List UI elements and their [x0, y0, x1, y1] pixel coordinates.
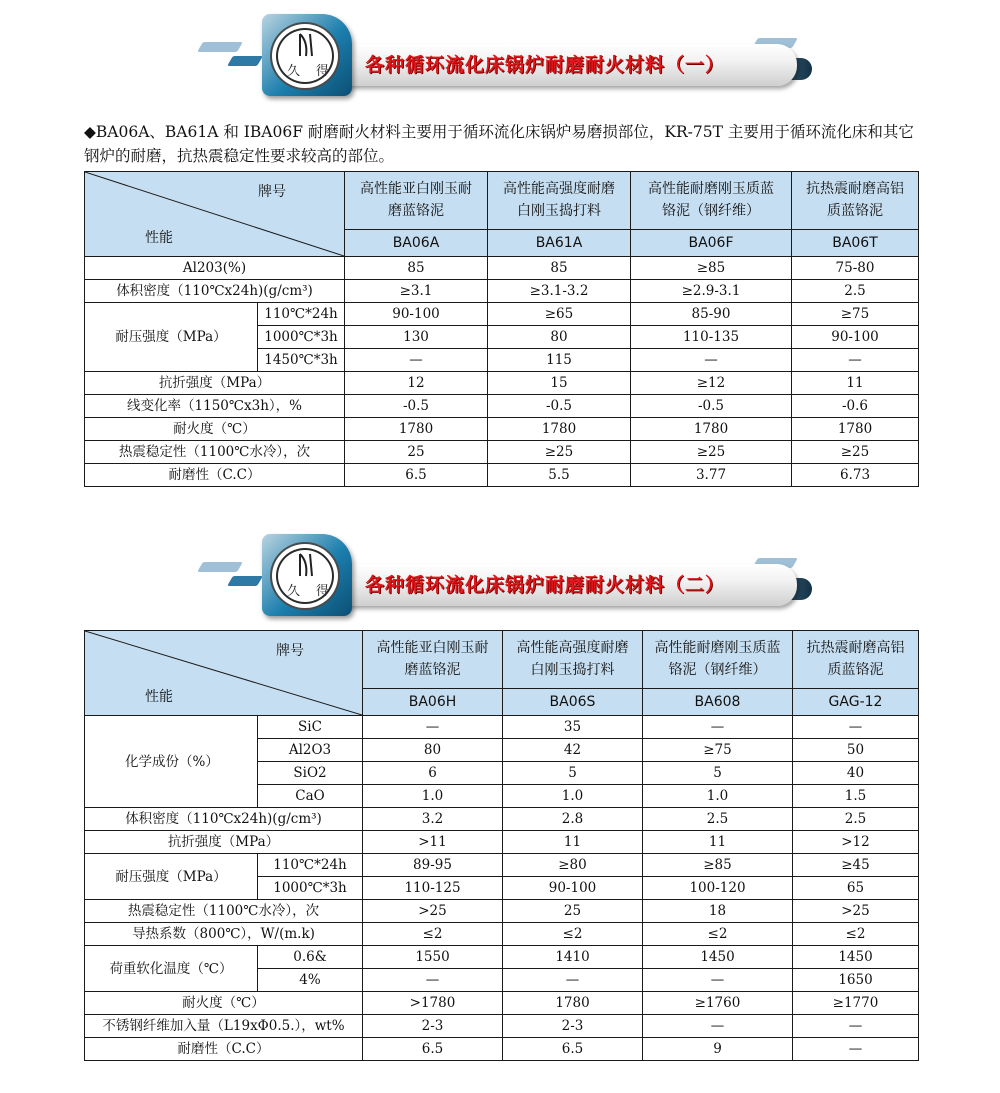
value-cell: — — [503, 969, 643, 992]
value-cell: ≥85 — [643, 854, 793, 877]
banner-stripe — [227, 576, 263, 586]
condition-label: 4% — [258, 969, 363, 992]
corner-diagonal — [85, 631, 362, 715]
value-cell: 6 — [363, 762, 503, 785]
logo-char: 久 — [287, 64, 301, 79]
table-row — [85, 372, 919, 395]
product-name: 抗热震耐磨高铝质蓝铬泥 — [793, 631, 919, 689]
product-name: 高性能亚白刚玉耐磨蓝铬泥 — [345, 172, 488, 230]
value-cell: 1450 — [643, 946, 793, 969]
intro-paragraph: ◆BA06A、BA61A 和 IBA06F 耐磨耐火材料主要用于循环流化床锅炉易磨损部位，KR-75T 主要用于循环流化床和其它钢炉的耐磨，抗热震稳定性要求较高的部位。 — [84, 123, 914, 165]
value-cell: 6.73 — [792, 464, 919, 487]
value-cell: 115 — [488, 349, 631, 372]
spec-table-1 — [84, 171, 919, 487]
value-cell: 1450 — [793, 946, 919, 969]
table-row — [85, 923, 919, 946]
condition-label: SiO2 — [258, 762, 363, 785]
banner-stripe — [227, 56, 263, 66]
header-corner — [85, 172, 345, 257]
product-code: BA06F — [631, 229, 792, 256]
value-cell: >11 — [363, 831, 503, 854]
value-cell: 100-120 — [643, 877, 793, 900]
value-cell: 85 — [345, 257, 488, 280]
value-cell: 1780 — [488, 418, 631, 441]
value-cell: — — [793, 1015, 919, 1038]
value-cell: 6.5 — [503, 1038, 643, 1061]
condition-label: Al2O3 — [258, 739, 363, 762]
value-cell: 89-95 — [363, 854, 503, 877]
property-label: 线变化率（1150℃x3h），% — [85, 395, 345, 418]
value-cell: ≥3.1-3.2 — [488, 280, 631, 303]
product-name: 高性能亚白刚玉耐磨蓝铬泥 — [363, 631, 503, 689]
header-corner — [85, 631, 363, 716]
table-row — [85, 900, 919, 923]
value-cell: — — [643, 969, 793, 992]
section-banner-1 — [0, 0, 1000, 100]
value-cell: ≥3.1 — [345, 280, 488, 303]
value-cell: 6.5 — [345, 464, 488, 487]
value-cell: 25 — [503, 900, 643, 923]
value-cell: >1780 — [363, 992, 503, 1015]
value-cell: 5 — [643, 762, 793, 785]
value-cell: 1650 — [793, 969, 919, 992]
value-cell: — — [643, 716, 793, 739]
logo-char: 得 — [316, 64, 330, 79]
value-cell: 1780 — [631, 418, 792, 441]
value-cell: 1780 — [503, 992, 643, 1015]
property-label: 耐火度（℃） — [85, 418, 345, 441]
condition-label: 110℃*24h — [258, 303, 345, 326]
value-cell: 50 — [793, 739, 919, 762]
value-cell: 2.5 — [793, 808, 919, 831]
value-cell: — — [363, 716, 503, 739]
table-row — [85, 1015, 919, 1038]
condition-label: 110℃*24h — [258, 854, 363, 877]
value-cell: 9 — [643, 1038, 793, 1061]
value-cell: 90-100 — [345, 303, 488, 326]
value-cell: 85 — [488, 257, 631, 280]
property-label: 耐火度（℃） — [85, 992, 363, 1015]
section-title: 各种循环流化床锅炉耐磨耐火材料（二） — [365, 574, 726, 596]
value-cell: 110-125 — [363, 877, 503, 900]
value-cell: 35 — [503, 716, 643, 739]
section-title: 各种循环流化床锅炉耐磨耐火材料（一） — [365, 54, 726, 76]
value-cell: 1.5 — [793, 785, 919, 808]
value-cell: 90-100 — [792, 326, 919, 349]
value-cell: 5.5 — [488, 464, 631, 487]
value-cell: — — [643, 1015, 793, 1038]
value-cell: ≥65 — [488, 303, 631, 326]
property-label: Al203(%) — [85, 257, 345, 280]
value-cell: 3.77 — [631, 464, 792, 487]
value-cell: 11 — [503, 831, 643, 854]
value-cell: 42 — [503, 739, 643, 762]
property-label: 不锈钢纤维加入量（L19xΦ0.5.），wt% — [85, 1015, 363, 1038]
value-cell: >25 — [793, 900, 919, 923]
value-cell: 2.5 — [643, 808, 793, 831]
value-cell: -0.6 — [792, 395, 919, 418]
value-cell: 1.0 — [643, 785, 793, 808]
property-label: 抗折强度（MPa） — [85, 831, 363, 854]
corner-diagonal — [85, 172, 344, 256]
table-row — [85, 831, 919, 854]
product-name: 高性能高强度耐磨白刚玉捣打料 — [488, 172, 631, 230]
value-cell: 1550 — [363, 946, 503, 969]
spec-table-2 — [84, 630, 919, 1061]
product-name: 高性能耐磨刚玉质蓝铬泥（钢纤维） — [631, 172, 792, 230]
property-label: 体积密度（110℃x24h)(g/cm³) — [85, 808, 363, 831]
value-cell: -0.5 — [488, 395, 631, 418]
property-group-label: 化学成份（%） — [85, 716, 258, 808]
property-group-label: 荷重软化温度（℃） — [85, 946, 258, 992]
table-row — [85, 464, 919, 487]
table-row — [85, 716, 919, 739]
value-cell: 1780 — [792, 418, 919, 441]
table-row — [85, 303, 919, 326]
product-name: 高性能耐磨刚玉质蓝铬泥（钢纤维） — [643, 631, 793, 689]
value-cell: 11 — [643, 831, 793, 854]
value-cell: ≤2 — [643, 923, 793, 946]
product-code: BA61A — [488, 229, 631, 256]
value-cell: ≥1770 — [793, 992, 919, 1015]
value-cell: ≥45 — [793, 854, 919, 877]
value-cell: 15 — [488, 372, 631, 395]
table-row — [85, 946, 919, 969]
property-label: 耐磨性（C.C） — [85, 464, 345, 487]
product-name: 抗热震耐磨高铝质蓝铬泥 — [792, 172, 919, 230]
property-group-label: 耐压强度（MPa） — [85, 303, 258, 372]
condition-label: 1000℃*3h — [258, 326, 345, 349]
value-cell: 40 — [793, 762, 919, 785]
value-cell: ≥75 — [643, 739, 793, 762]
value-cell: — — [793, 716, 919, 739]
value-cell: 130 — [345, 326, 488, 349]
value-cell: — — [631, 349, 792, 372]
value-cell: -0.5 — [631, 395, 792, 418]
product-code: BA06A — [345, 229, 488, 256]
value-cell: >25 — [363, 900, 503, 923]
banner-stripe — [197, 42, 243, 52]
property-label: 抗折强度（MPa） — [85, 372, 345, 395]
logo-char: 得 — [316, 584, 330, 599]
product-name: 高性能高强度耐磨白刚玉捣打料 — [503, 631, 643, 689]
table-row — [85, 257, 919, 280]
value-cell: 1780 — [345, 418, 488, 441]
value-cell: 2.8 — [503, 808, 643, 831]
logo-mark-icon — [296, 30, 316, 60]
value-cell: — — [363, 969, 503, 992]
value-cell: 2.5 — [792, 280, 919, 303]
value-cell: 65 — [793, 877, 919, 900]
value-cell: 11 — [792, 372, 919, 395]
logo-mark-icon — [296, 550, 316, 580]
value-cell: 3.2 — [363, 808, 503, 831]
table-row — [85, 992, 919, 1015]
corner-label-brand: 牌号 — [258, 184, 286, 200]
table-row — [85, 854, 919, 877]
value-cell: ≥85 — [631, 257, 792, 280]
corner-label-property: 性能 — [145, 689, 173, 705]
value-cell: 2-3 — [363, 1015, 503, 1038]
property-label: 耐磨性（C.C） — [85, 1038, 363, 1061]
value-cell: 80 — [488, 326, 631, 349]
table-row — [85, 418, 919, 441]
table-row — [85, 1038, 919, 1061]
value-cell: 80 — [363, 739, 503, 762]
table-row — [85, 395, 919, 418]
product-code: BA06S — [503, 688, 643, 715]
value-cell: 1.0 — [503, 785, 643, 808]
table-row — [85, 808, 919, 831]
value-cell: 6.5 — [363, 1038, 503, 1061]
value-cell: >12 — [793, 831, 919, 854]
value-cell: ≤2 — [503, 923, 643, 946]
property-group-label: 耐压强度（MPa） — [85, 854, 258, 900]
property-label: 热震稳定性（1100℃水冷），次 — [85, 900, 363, 923]
corner-label-property: 性能 — [145, 230, 173, 246]
condition-label: 0.6& — [258, 946, 363, 969]
value-cell: 2-3 — [503, 1015, 643, 1038]
condition-label: 1450℃*3h — [258, 349, 345, 372]
product-code: BA608 — [643, 688, 793, 715]
table-row — [85, 441, 919, 464]
section-banner-2 — [0, 520, 1000, 620]
condition-label: CaO — [258, 785, 363, 808]
value-cell: ≥1760 — [643, 992, 793, 1015]
value-cell: 1410 — [503, 946, 643, 969]
value-cell: 5 — [503, 762, 643, 785]
condition-label: SiC — [258, 716, 363, 739]
property-label: 导热系数（800℃），W/(m.k) — [85, 923, 363, 946]
product-code: BA06T — [792, 229, 919, 256]
value-cell: -0.5 — [345, 395, 488, 418]
value-cell: 90-100 — [503, 877, 643, 900]
value-cell: 18 — [643, 900, 793, 923]
value-cell: 85-90 — [631, 303, 792, 326]
value-cell: ≥25 — [792, 441, 919, 464]
value-cell: ≤2 — [793, 923, 919, 946]
value-cell: 1.0 — [363, 785, 503, 808]
condition-label: 1000℃*3h — [258, 877, 363, 900]
banner-stripe — [197, 562, 243, 572]
value-cell: 75-80 — [792, 257, 919, 280]
logo-char: 久 — [287, 584, 301, 599]
value-cell: 25 — [345, 441, 488, 464]
product-code: GAG-12 — [793, 688, 919, 715]
value-cell: ≥80 — [503, 854, 643, 877]
value-cell: ≥25 — [488, 441, 631, 464]
value-cell: 12 — [345, 372, 488, 395]
corner-label-brand: 牌号 — [276, 643, 304, 659]
property-label: 体积密度（110℃x24h)(g/cm³) — [85, 280, 345, 303]
value-cell: ≥25 — [631, 441, 792, 464]
value-cell: ≤2 — [363, 923, 503, 946]
value-cell: — — [793, 1038, 919, 1061]
value-cell: 110-135 — [631, 326, 792, 349]
value-cell: ≥12 — [631, 372, 792, 395]
value-cell: ≥2.9-3.1 — [631, 280, 792, 303]
value-cell: — — [792, 349, 919, 372]
table-row — [85, 280, 919, 303]
value-cell: ≥75 — [792, 303, 919, 326]
property-label: 热震稳定性（1100℃水冷），次 — [85, 441, 345, 464]
value-cell: — — [345, 349, 488, 372]
product-code: BA06H — [363, 688, 503, 715]
